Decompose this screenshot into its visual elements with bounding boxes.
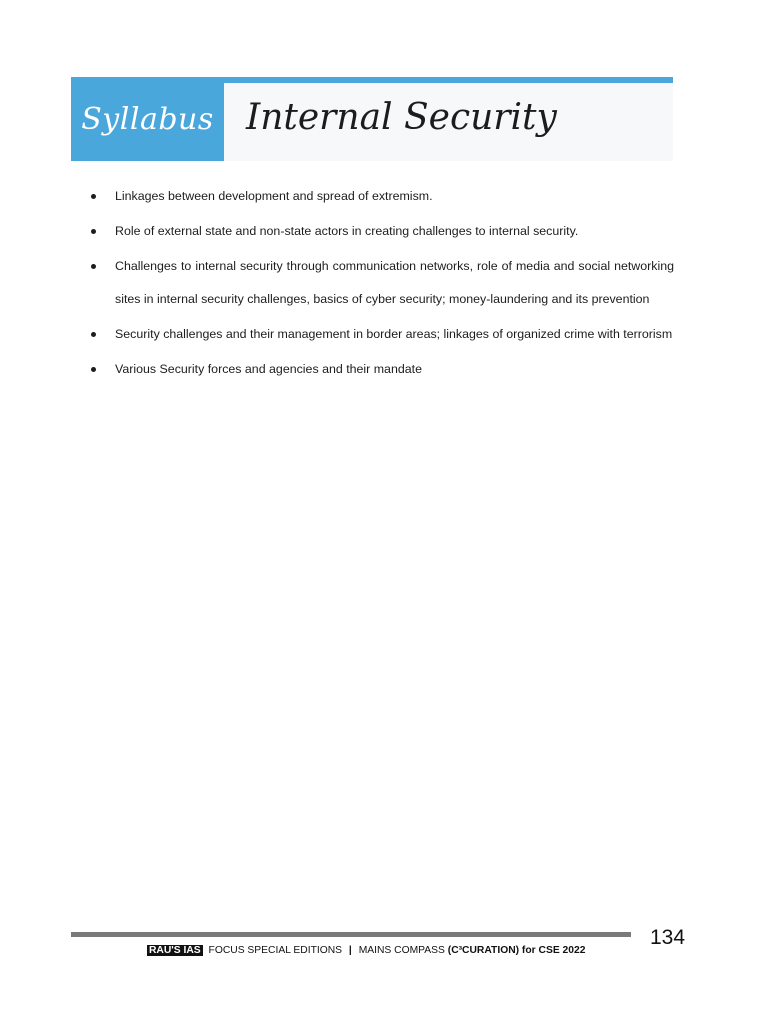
- footer-line: [147, 945, 607, 956]
- bullet-icon: [91, 194, 96, 199]
- footer-curation: (C³CURATION) for CSE 2022: [447, 945, 586, 956]
- section-title: Internal Security: [246, 97, 557, 138]
- bullet-item: [88, 318, 674, 351]
- footer-brand: RAU'S IAS: [149, 945, 201, 956]
- footer-series: MAINS COMPASS: [358, 945, 445, 956]
- bullet-item: [88, 215, 674, 248]
- bullet-icon: [91, 332, 96, 337]
- bullet-text: Various Security forces and agencies and their mandate: [115, 362, 422, 376]
- footer-separator: |: [348, 945, 352, 956]
- bullet-text: Role of external state and non-state actors in creating challenges to internal security.: [115, 224, 579, 238]
- bullet-text: Linkages between development and spread of extremism.: [115, 189, 433, 203]
- syllabus-tag: [71, 77, 224, 161]
- bullet-icon: [91, 264, 96, 269]
- bullet-text: Security challenges and their management in border areas; linkages of organized crime with terrorism: [115, 327, 673, 341]
- bullet-text: Challenges to internal security through communication networks, role of media and social networking sites in internal security challenges, basics of cyber security; money-laundering and its prevention: [115, 259, 674, 306]
- footer-rule: [71, 932, 631, 937]
- bullet-item: [88, 180, 674, 213]
- footer-edition: FOCUS SPECIAL EDITIONS: [208, 945, 343, 956]
- syllabus-label: Syllabus: [81, 101, 214, 137]
- bullet-item: [88, 250, 674, 316]
- bullet-icon: [91, 367, 96, 372]
- syllabus-bullet-list: [88, 180, 674, 388]
- bullet-icon: [91, 229, 96, 234]
- page-number: 134: [650, 926, 686, 949]
- bullet-item: [88, 353, 674, 386]
